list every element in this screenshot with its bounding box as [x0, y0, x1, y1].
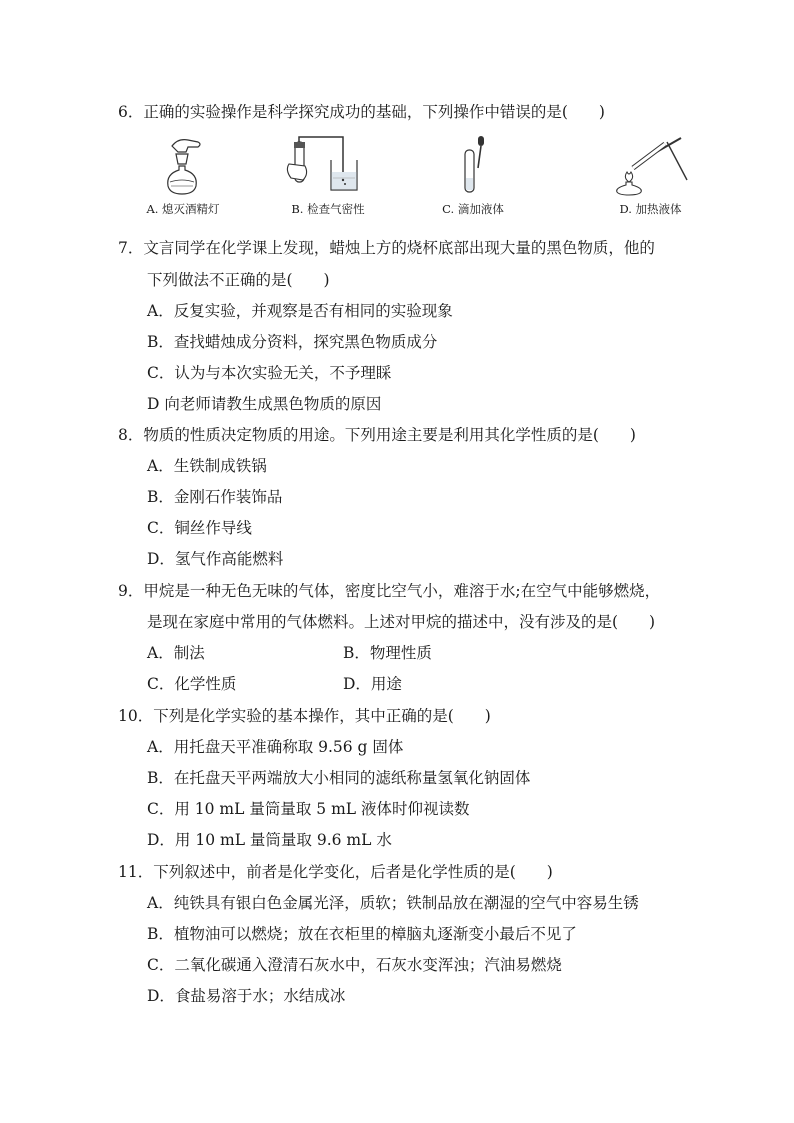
question-8-option-a: A．生铁制成铁锅: [147, 457, 267, 475]
question-9-stem-line2: 是现在家庭中常用的气体燃料。上述对甲烷的描述中，没有涉及的是( ): [147, 613, 656, 631]
heating-liquid-icon: [609, 134, 693, 196]
figure-c-caption: C. 滴加液体: [442, 202, 504, 216]
figure-d: [593, 134, 708, 216]
question-10-option-d: D．用 10 mL 量筒量取 9.6 mL 水: [147, 831, 392, 849]
question-8-option-b: B．金刚石作装饰品: [147, 488, 283, 506]
question-11-option-a: A．纯铁具有银白色金属光泽，质软；铁制品放在潮湿的空气中容易生锈: [147, 894, 639, 912]
question-8-option-d: D．氢气作高能燃料: [147, 550, 284, 568]
airtightness-check-icon: [283, 134, 373, 196]
question-9-option-c: C．化学性质: [147, 675, 237, 693]
question-7-stem-line2: 下列做法不正确的是( ): [147, 271, 330, 289]
question-10-option-b: B．在托盘天平两端放大小相同的滤纸称量氢氧化钠固体: [147, 769, 531, 787]
figure-a: [128, 134, 238, 216]
question-7-option-d: D 向老师请教生成黑色物质的原因: [147, 395, 382, 413]
figure-d-caption: D. 加热液体: [619, 202, 682, 216]
question-11-stem: 11．下列叙述中，前者是化学变化，后者是化学性质的是( ): [118, 863, 553, 881]
question-7-option-c: C．认为与本次实验无关，不予理睬: [147, 364, 392, 382]
figure-c: [423, 134, 523, 216]
question-8-option-c: C．铜丝作导线: [147, 519, 252, 537]
question-6-stem: 6．正确的实验操作是科学探究成功的基础，下列操作中错误的是( ): [118, 103, 605, 121]
question-10-stem: 10．下列是化学实验的基本操作，其中正确的是( ): [118, 707, 491, 725]
question-11-option-c: C．二氧化碳通入澄清石灰水中，石灰水变浑浊；汽油易燃烧: [147, 956, 562, 974]
dropper-test-tube-icon: [448, 134, 498, 196]
question-7-option-a: A．反复实验，并观察是否有相同的实验现象: [147, 302, 453, 320]
question-10-option-a: A．用托盘天平准确称取 9.56 g 固体: [147, 738, 404, 756]
figure-b-caption: B. 检查气密性: [291, 202, 365, 216]
alcohol-lamp-extinguish-icon: [148, 134, 218, 196]
question-9-stem-line1: 9．甲烷是一种无色无味的气体，密度比空气小，难溶于水;在空气中能够燃烧，: [118, 582, 661, 600]
question-7-option-b: B．查找蜡烛成分资料，探究黑色物质成分: [147, 333, 438, 351]
figure-a-caption: A. 熄灭酒精灯: [146, 202, 220, 216]
question-8-stem: 8．物质的性质决定物质的用途。下列用途主要是利用其化学性质的是( ): [118, 426, 636, 444]
question-9-option-d: D．用途: [343, 675, 402, 693]
question-9-option-a: A．制法: [147, 644, 205, 662]
question-7-stem-line1: 7．文言同学在化学课上发现，蜡烛上方的烧杯底部出现大量的黑色物质，他的: [118, 239, 655, 257]
question-6-figures: [118, 134, 708, 226]
figure-b: [268, 134, 388, 216]
question-10-option-c: C．用 10 mL 量筒量取 5 mL 液体时仰视读数: [147, 800, 470, 818]
question-11-option-b: B．植物油可以燃烧；放在衣柜里的樟脑丸逐渐变小最后不见了: [147, 925, 577, 943]
question-9-option-b: B．物理性质: [343, 644, 432, 662]
question-11-option-d: D．食盐易溶于水；水结成冰: [147, 987, 346, 1005]
